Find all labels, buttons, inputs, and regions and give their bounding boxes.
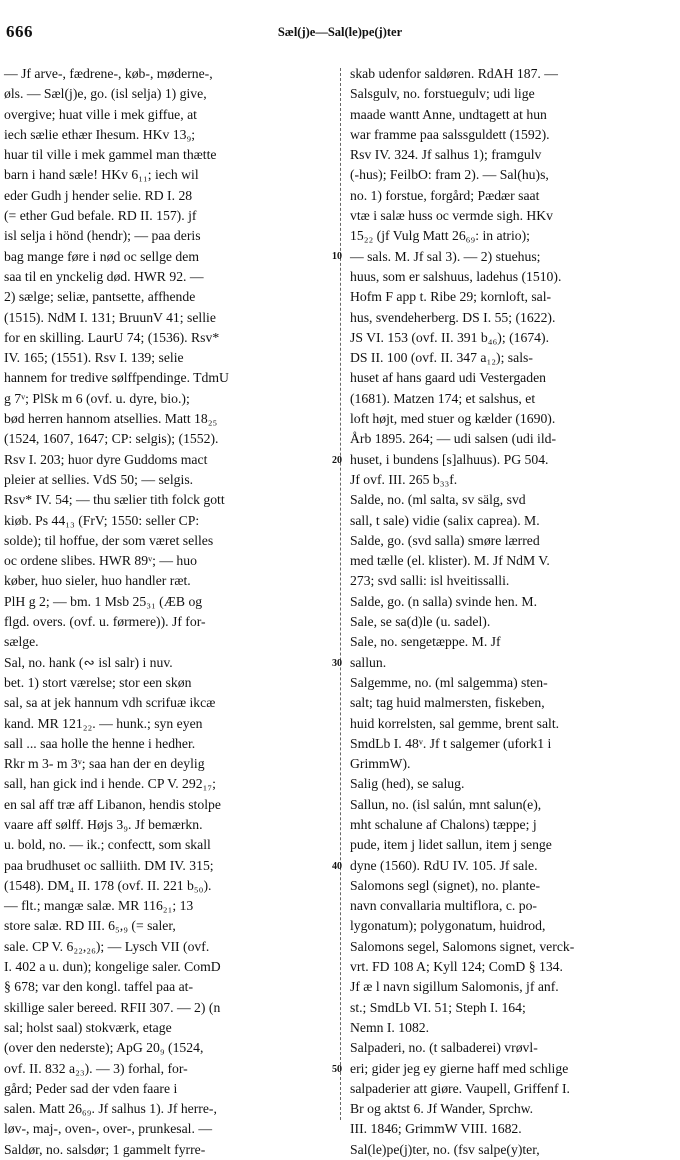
column-divider: [340, 68, 341, 1120]
left-column-text-line: bag mange føre i nød oc sellge dem: [4, 248, 199, 264]
left-column-text-line: for en skilling. LaurU 74; (1536). Rsv*: [4, 329, 220, 345]
right-column-text-line: Hofm F app t. Ribe 29; kornloft, sal-: [350, 289, 552, 305]
right-column-text-line: st.; SmdLb VI. 51; Steph I. 164;: [350, 999, 526, 1015]
right-column-text-line: Rsv IV. 324. Jf salhus 1); framgulv: [350, 147, 542, 163]
left-column-text-line: paa brudhuset oc salliith. DM IV. 315;: [4, 857, 214, 873]
left-column-text-line: en sal aff træ aff Libanon, hendis stolpe: [4, 796, 221, 812]
right-column-text-line: Jf ovf. III. 265 b₃₃f.: [350, 471, 458, 487]
left-column-text-line: bød herren hannom atsellies. Matt 18₂₅: [4, 411, 218, 427]
right-column-text-line: JS VI. 153 (ovf. II. 391 b₄₆); (1674).: [350, 329, 549, 345]
right-column-text-line: dyne (1560). RdU IV. 105. Jf sale.: [350, 857, 538, 873]
left-column-text-line: huar til ville i mek gammel man thætte: [4, 147, 217, 163]
left-column-text-line: sal; holst saal) stokværk, etage: [4, 1019, 172, 1035]
left-column-text-line: overgive; huat ville i mek giffue, at: [4, 106, 197, 122]
left-column-text-line: øls. — Sæl(j)e, go. (isl selja) 1) give,: [4, 86, 207, 102]
right-column-text-line: Salpaderi, no. (t salbaderei) vrøvl-: [350, 1040, 538, 1056]
left-column-text-line: (1524, 1607, 1647; CP: selgis); (1552).: [4, 431, 219, 447]
left-column-text-line: kand. MR 121₂₂. — hunk.; syn eyen: [4, 715, 203, 731]
right-column-text-line: SmdLb I. 48ᵛ. Jf t salgemer (ufork1 i: [350, 735, 552, 751]
right-column-text-line: Sale, se sa(d)le (u. sadel).: [350, 614, 491, 630]
left-column-text-line: solde); til hoffue, der som været selles: [4, 532, 214, 548]
right-column-text-line: Sal(le)pe(j)ter, no. (fsv salpe(y)ter,: [350, 1141, 540, 1157]
right-column-text-line: Jf æ l navn sigillum Salomonis, jf anf.: [350, 979, 559, 995]
left-column-text-line: (1515). NdM I. 131; BruunV 41; sellie: [4, 309, 216, 325]
right-column-text-line: sallun.: [350, 654, 387, 670]
left-column-text-line: saa til en ynckelig død. HWR 92. —: [4, 268, 204, 284]
right-column-text-line: salt; tag huid malmersten, fiskeben,: [350, 695, 545, 711]
right-column-text-line: 273; svd salli: isl hveitissalli.: [350, 573, 510, 589]
left-column-text-line: Rsv I. 203; huor dyre Guddoms mact: [4, 451, 208, 467]
line-number-50: 50: [332, 1064, 342, 1075]
left-column-text-line: Rsv* IV. 54; — thu sælier tith folck gott: [4, 492, 225, 508]
right-column-text-line: med tælle (el. klister). M. Jf NdM V.: [350, 553, 550, 569]
page-number: 666: [6, 22, 33, 41]
right-column-text-line: Salomons segel, Salomons signet, verck-: [350, 938, 575, 954]
left-column-text-line: flgd. overs. (ovf. u. førmere)). Jf for-: [4, 614, 206, 630]
running-head: Sæl(j)e—Sal(le)pe(j)ter: [277, 25, 403, 39]
right-column-text-line: — sals. M. Jf sal 3). — 2) stuehus;: [350, 248, 541, 264]
left-column-text-line: skillige saler bereed. RFII 307. — 2) (n: [4, 999, 221, 1015]
left-column-text-line: kiøb. Ps 44₁₃ (FrV; 1550: seller CP:: [4, 512, 200, 528]
left-column-text-line: — flt.; mangæ salæ. MR 116₂₁; 13: [4, 898, 194, 914]
right-column-text-line: (-hus); FeilbO: fram 2). — Sal(hu)s,: [350, 167, 549, 183]
left-column-text-line: (= ether Gud befale. RD II. 157). jf: [4, 208, 197, 224]
right-column-text-line: skab udenfor saldøren. RdAH 187. —: [350, 66, 558, 81]
left-column-text-line: IV. 165; (1551). Rsv I. 139; selie: [4, 350, 184, 366]
left-column-text-line: § 678; var den kongl. taffel paa at-: [4, 979, 194, 995]
right-column-text-line: war framme paa salssguldett (1592).: [350, 126, 550, 142]
right-column-text-line: maade wantt Anne, undtagett at hun: [350, 106, 547, 122]
right-column-text-line: Salde, go. (n salla) svinde hen. M.: [350, 593, 538, 609]
right-column-text-line: lygonatum); polygonatum, huidrod,: [350, 918, 546, 934]
left-column-text-line: Sal, no. hank (∾ isl salr) i nuv.: [4, 654, 173, 670]
right-column-text-line: no. 1) forstue, forgård; Pædær saat: [350, 187, 540, 203]
right-column-text-line: vtæ i salæ huss oc vermde sigh. HKv: [350, 208, 554, 224]
line-number-30: 30: [332, 658, 342, 669]
left-column-text-line: bet. 1) stort værelse; stor een skøn: [4, 674, 192, 690]
right-column-text-line: huus, som er salshuus, ladehus (1510).: [350, 268, 562, 284]
right-column-text-line: Årb 1895. 264; — udi salsen (udi ild-: [350, 431, 557, 447]
left-column-text-line: ovf. II. 832 a₂₃). — 3) forhal, for-: [4, 1060, 188, 1076]
left-column-text-line: (1548). DM₄ II. 178 (ovf. II. 221 b₅₀).: [4, 877, 212, 893]
right-column-text-line: Sale, no. sengetæppe. M. Jf: [350, 634, 501, 650]
left-column-text-line: salen. Matt 26₆₉. Jf salhus 1). Jf herre-,: [4, 1101, 217, 1117]
right-column-text-line: navn convallaria multiflora, c. po-: [350, 898, 537, 914]
right-column-text-line: Salde, no. (ml salta, sv sälg, svd: [350, 492, 526, 508]
right-column-text-line: eri; gider jeg ey gierne haff med schlige: [350, 1060, 569, 1076]
left-column-text-line: u. bold, no. — ik.; confectt, som skall: [4, 837, 211, 853]
left-column-text-line: iech sælie ethær Ihesum. HKv 13₉;: [4, 126, 196, 142]
left-column-text-line: hannem for tredive sølffpendinge. TdmU: [4, 370, 229, 386]
left-column: [4, 64, 330, 1157]
left-column-text-line: eder Gudh j hender selie. RD I. 28: [4, 187, 193, 203]
right-column-text-line: sall, t sale) vidie (salix caprea). M.: [350, 512, 540, 528]
right-column-text-line: Salsgulv, no. forstuegulv; udi lige: [350, 86, 535, 102]
left-column-text-line: sall, han gick ind i hende. CP V. 292₁₇;: [4, 776, 216, 792]
right-column-text-line: (1681). Matzen 174; et salshus, et: [350, 390, 536, 406]
page-header: [0, 0, 680, 60]
right-column-text-line: Br og aktst 6. Jf Wander, Sprchw.: [350, 1101, 534, 1117]
left-column-text-line: — Jf arve-, fædrene-, køb-, møderne-,: [4, 66, 213, 81]
right-column-text-line: GrimmW).: [350, 756, 411, 772]
right-column-text-line: Salig (hed), se salug.: [350, 776, 465, 792]
left-column-text-line: PlH g 2; — bm. 1 Msb 25₃₁ (ÆB og: [4, 593, 203, 609]
left-column-text-line: 2) sælge; seliæ, pantsette, affhende: [4, 289, 196, 305]
line-number-20: 20: [332, 455, 342, 466]
left-column-text-line: sale. CP V. 6₂₂,₂₆); — Lysch VII (ovf.: [4, 938, 210, 954]
right-column-text-line: huset, i bundens [s]alhuus). PG 504.: [350, 451, 549, 467]
right-column-text-line: salpaderier att giøre. Vaupell, Griffenf I.: [350, 1080, 570, 1096]
right-column-text-line: Salomons segl (signet), no. plante-: [350, 877, 541, 893]
right-column-text-line: huset af hans gaard udi Vestergaden: [350, 370, 547, 386]
left-column-text-line: gård; Peder sad der vden faare i: [4, 1080, 178, 1096]
left-column-text-line: barn i hand sæle! HKv 6₁₁; iech wil: [4, 167, 199, 183]
left-column-text-line: I. 402 a u. dun); kongelige saler. ComD: [4, 959, 221, 975]
left-column-text-line: sall ... saa holle the henne i hedher.: [4, 735, 196, 751]
right-column-text-line: DS II. 100 (ovf. II. 347 a₁₂); sals-: [350, 350, 533, 366]
left-column-text-line: køber, huo sieler, huo handler ræt.: [4, 573, 191, 589]
left-column-text-line: (over den nederste); ApG 20₉ (1524,: [4, 1040, 204, 1056]
right-column-text-line: pude, item j lidet sallun, item j senge: [350, 837, 552, 853]
left-column-text-line: pleier at sellies. VdS 50; — selgis.: [4, 471, 194, 487]
left-column-text-line: sal, sa at jek hannum vdh scrifuæ ikcæ: [4, 695, 216, 711]
right-column-text-line: 15₂₂ (jf Vulg Matt 26₆₉: in atrio);: [350, 228, 530, 244]
left-column-text-line: Rkr m 3- m 3ᵛ; saa han der en deylig: [4, 756, 205, 772]
left-column-text-line: vaare aff sølff. Højs 3₉. Jf bemærkn.: [4, 816, 203, 832]
right-column: [350, 64, 676, 1157]
right-column-text-line: III. 1846; GrimmW VIII. 1682.: [350, 1121, 522, 1137]
left-column-text-line: løv-, maj-, oven-, over-, prunkesal. —: [4, 1121, 213, 1137]
right-column-text-line: Salde, go. (svd salla) smøre lærred: [350, 532, 540, 548]
right-column-text-line: hus, svendeherberg. DS I. 55; (1622).: [350, 309, 556, 325]
left-column-text-line: oc ordene slibes. HWR 89ᵛ; — huo: [4, 553, 197, 569]
right-column-text-line: loft højt, med stuer og kælder (1690).: [350, 411, 556, 427]
right-column-text-line: Nemn I. 1082.: [350, 1019, 430, 1035]
line-number-40: 40: [332, 861, 342, 872]
right-column-text-line: huid korrelsten, sal gemme, brent salt.: [350, 715, 560, 731]
right-column-text-line: vrt. FD 108 A; Kyll 124; ComD § 134.: [350, 959, 563, 975]
left-column-text-line: store salæ. RD III. 6₅,₉ (= saler,: [4, 918, 176, 934]
left-column-text-line: isl selja i hönd (hendr); — paa deris: [4, 228, 201, 244]
left-column-text-line: g 7ᵛ; PlSk m 6 (ovf. u. dyre, bio.);: [4, 390, 190, 406]
right-column-text-line: mht schalune af Chalons) tæppe; j: [350, 816, 537, 832]
right-column-text-line: Salgemme, no. (ml salgemma) sten-: [350, 674, 548, 690]
left-column-text-line: sælge.: [4, 634, 39, 650]
line-number-10: 10: [332, 251, 342, 262]
right-column-text-line: Sallun, no. (isl salún, mnt salun(e),: [350, 796, 542, 812]
left-column-text-line: Saldør, no. salsdør; 1 gammelt fyrre-: [4, 1141, 206, 1157]
